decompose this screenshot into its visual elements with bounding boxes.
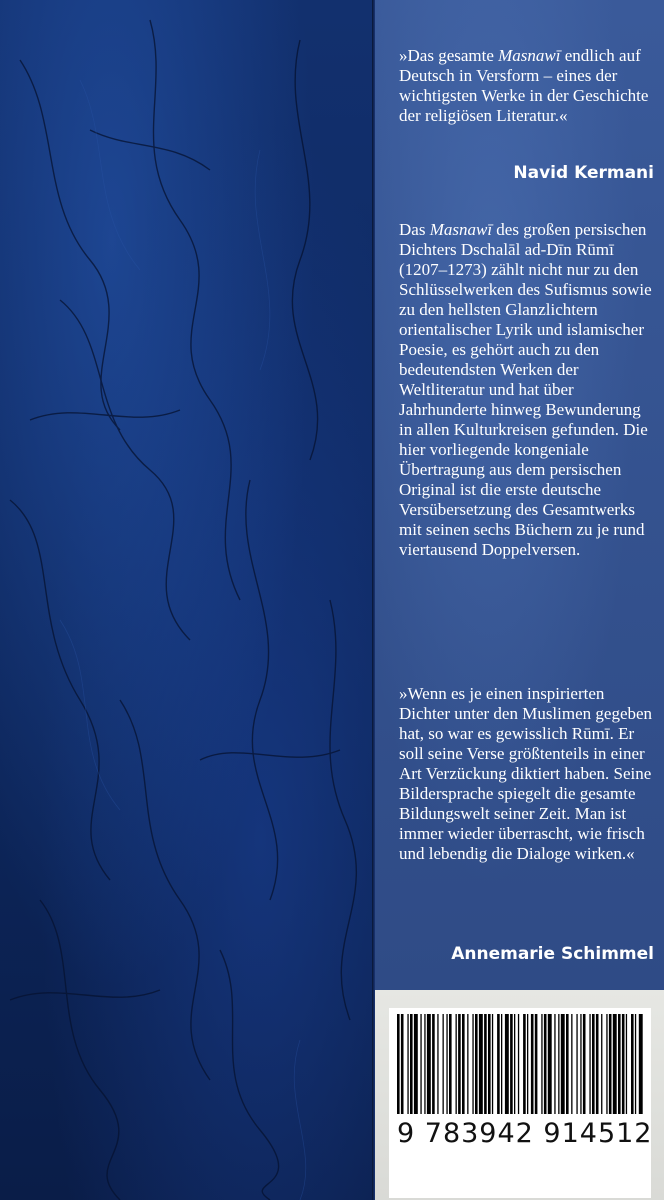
barcode-bar (432, 1014, 435, 1114)
barcode-bar (397, 1014, 400, 1114)
barcode-bar (606, 1014, 607, 1114)
barcode-bar (576, 1014, 577, 1114)
quote-schimmel: »Wenn es je einen inspirierten Dichter unter den Muslimen gegeben hat, so war es gewisslich Rūmī. Er soll seine Verse größtenteils in einer Art Verzückung diktiert haben. Seine Bildersprache spiegelt die gesamte Bildungswelt seiner Zeit. Man ist immer wieder überrascht, wie frisch und lebendig die Dialoge wirken.« (399, 684, 653, 863)
barcode-bar (497, 1014, 500, 1114)
text-panel (375, 0, 664, 990)
barcode-bar (492, 1014, 493, 1114)
barcode-bar (531, 1014, 534, 1114)
barcode-bar (622, 1014, 625, 1114)
barcode-bar (427, 1014, 431, 1114)
barcode-bar (631, 1014, 634, 1114)
barcode-bar (561, 1014, 565, 1114)
quote-kermani-pre: »Das gesamte (399, 46, 499, 65)
barcode-bar (475, 1014, 478, 1114)
barcode-bar (424, 1014, 425, 1114)
barcode-bar (518, 1014, 519, 1114)
barcode-box (389, 1008, 651, 1198)
barcode-bar (589, 1014, 590, 1114)
barcode-bar (592, 1014, 595, 1114)
isbn-barcode (395, 1014, 645, 1116)
barcode-bar (462, 1014, 465, 1114)
author-schimmel: Annemarie Schimmel (451, 944, 654, 964)
description-title: Masnawī (429, 220, 493, 239)
barcode-bar (544, 1014, 547, 1114)
barcode-bar (635, 1014, 636, 1114)
barcode-bar (472, 1014, 473, 1114)
quote-kermani-post: endlich auf Deutsch in Versform – eines der wichtigsten Werke in der Geschichte der religiösen Literatur.« (399, 46, 649, 125)
barcode-bar (401, 1014, 404, 1114)
barcode-bar (501, 1014, 502, 1114)
barcode-bar (484, 1014, 487, 1114)
barcode-bar (449, 1014, 452, 1114)
barcode-bar (456, 1014, 457, 1114)
barcode-bar (488, 1014, 491, 1114)
barcode-bar (414, 1014, 418, 1114)
barcode-bar (437, 1014, 438, 1114)
barcode-bar (580, 1014, 581, 1114)
barcode-bar (541, 1014, 542, 1114)
barcode-bar (609, 1014, 612, 1114)
barcode-bar (613, 1014, 617, 1114)
barcode-bar (446, 1014, 447, 1114)
barcode-bar (410, 1014, 413, 1114)
barcode-bar (479, 1014, 483, 1114)
barcode-bar (407, 1014, 408, 1114)
barcode-bar (514, 1014, 515, 1114)
barcode-bar (458, 1014, 461, 1114)
quote-kermani (399, 46, 657, 126)
barcode-bar (443, 1014, 444, 1114)
barcode-bar (583, 1014, 586, 1114)
author-kermani: Navid Kermani (513, 163, 654, 183)
book-description (399, 220, 657, 560)
barcode-bar (505, 1014, 509, 1114)
barcode-bar (601, 1014, 602, 1114)
barcode-bar (420, 1014, 421, 1114)
barcode-bar (510, 1014, 513, 1114)
barcode-bar (523, 1014, 526, 1114)
barcode-bar (558, 1014, 559, 1114)
barcode-bar (571, 1014, 572, 1114)
isbn-digits: 9 783942 914512 (397, 1118, 653, 1149)
barcode-bar (626, 1014, 627, 1114)
barcode-bar (554, 1014, 555, 1114)
barcode-bar (535, 1014, 538, 1114)
barcode-area (375, 990, 664, 1200)
barcode-bar (596, 1014, 599, 1114)
description-post: des großen persischen Dichters Dschalāl ad-Dīn Rūmī (1207–1273) zählt nicht nur zu den Schlüsselwerken des Sufismus sowie zu den hellsten Glanzlichtern orientalischer Lyrik und islamischer Poesie, es gehört auch zu den bedeutendsten Werken der Weltliteratur und hat über Jahrhunderte hinweg Bewunderung in allen Kulturkreisen gefunden. Die hier vorliegende kongeniale Übertragung aus dem persischen Original ist die erste deutsche Versübersetzung des Gesamtwerks mit seinen sechs Büchern zu je rund viertausend Doppelversen. (399, 220, 652, 559)
barcode-bar (618, 1014, 621, 1114)
description-pre: Das (399, 220, 430, 239)
quote-kermani-title: Masnawī (498, 46, 561, 65)
barcode-bar (566, 1014, 569, 1114)
barcode-bar (527, 1014, 528, 1114)
barcode-bar (467, 1014, 468, 1114)
barcode-bar (639, 1014, 643, 1114)
barcode-bar (548, 1014, 552, 1114)
